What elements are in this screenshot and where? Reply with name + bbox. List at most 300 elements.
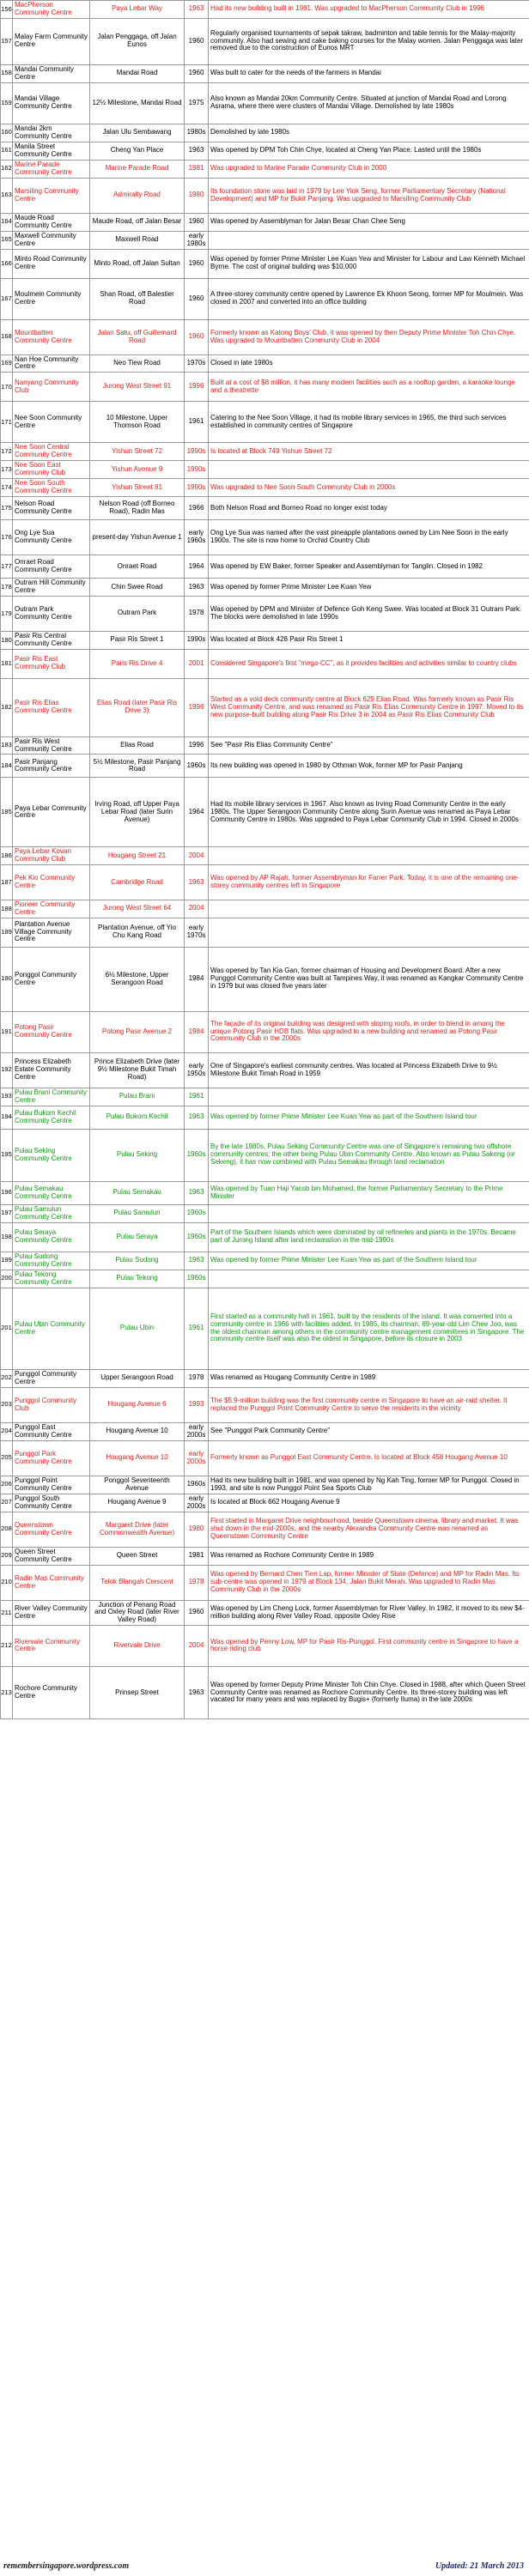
row-number: 162: [1, 160, 13, 178]
centre-location: Maude Road, off Jalan Besar: [90, 213, 185, 231]
table-row: [1, 18, 529, 64]
centre-location: Pulau Samulun: [90, 1204, 185, 1222]
centre-name: Moulmein Community Centre: [13, 278, 90, 319]
remarks: [209, 461, 529, 479]
centre-location: Pulau Semakau: [90, 1181, 185, 1204]
centre-location: Upper Serangoon Road: [90, 1369, 185, 1387]
row-number: 169: [1, 355, 13, 373]
centre-name: Paya Lebar Community Centre: [13, 778, 90, 847]
centre-location: Pasir Ris Street 1: [90, 631, 185, 649]
row-number: 180: [1, 631, 13, 649]
remarks: Its foundation stone was laid in 1979 by Lee Yiok Seng, former Parliamentary Secretary (National Development) and MP for Bukit Panjang. Was upgraded to Marsiling Community Club: [209, 178, 529, 213]
table-row: [1, 1052, 529, 1088]
table-row: [1, 1369, 529, 1387]
remarks: By the late 1980s, Pulau Seking Community Centre was one of Singapore's remaining two offshore community centres; the other being Pulau Ubin Community Centre. Also known as Pulau Sakeng (or Sekeng), it has now combined with Pulau Semakau through land reclamation: [209, 1129, 529, 1181]
remarks: Considered Singapore's first "mega-CC", as it provides facilities and activities similar to country clubs: [209, 649, 529, 678]
centre-location: Pulau Bukom Kechil: [90, 1106, 185, 1129]
year-opened: 1975: [185, 82, 209, 124]
table-row: [1, 497, 529, 520]
centre-location: Margaret Drive (later Commonwealth Avenue): [90, 1512, 185, 1547]
remarks: Both Nelson Road and Borneo Road no longer exist today: [209, 497, 529, 520]
centre-location: Jalan Ulu Sembawang: [90, 124, 185, 142]
centre-location: Neo Tiew Road: [90, 355, 185, 373]
centre-location: Onraet Road: [90, 555, 185, 579]
centre-location: Hougang Avenue 9: [90, 1494, 185, 1512]
row-number: 200: [1, 1270, 13, 1288]
row-number: 189: [1, 918, 13, 947]
row-number: 211: [1, 1600, 13, 1625]
table-row: [1, 1476, 529, 1494]
centre-location: Minto Road, off Jalan Sultan: [90, 249, 185, 278]
table-row: [1, 213, 529, 231]
remarks: Also known as Mandai 20km Community Centre. Situated at junction of Mandai Road and Lorong Asrama, where there were clusters of Mandai Village. Demolished by late 1980s: [209, 82, 529, 124]
year-opened: 1981: [185, 1547, 209, 1565]
remarks: Was upgraded to Nee Soon South Community Club in 2000s: [209, 479, 529, 497]
row-number: 187: [1, 864, 13, 900]
remarks: Was opened by Lim Cheng Lock, former Assemblyman for River Valley. In 1982, it moved to its new $4-million building along River Valley Road, opposite Oxley Rise: [209, 1600, 529, 1625]
table-row: [1, 1129, 529, 1181]
centre-name: Pasir Panjang Community Centre: [13, 755, 90, 778]
centre-name: Pulau Ubin Community Centre: [13, 1288, 90, 1369]
table-row: [1, 778, 529, 847]
year-opened: 1960s: [185, 1129, 209, 1181]
centre-name: Rochore Community Centre: [13, 1666, 90, 1718]
remarks: Had its new building built in 1981, and was opened by Ng Kah Ting, former MP for Punggol. Closed in 1993, and site is now Punggol Point Sea Sports Club: [209, 1476, 529, 1494]
table-row: [1, 555, 529, 579]
centre-name: Paya Lebar Kovan Community Club: [13, 847, 90, 865]
centre-location: Nelson Road (off Borneo Road), Radin Mas: [90, 497, 185, 520]
row-number: 197: [1, 1204, 13, 1222]
centre-location: Shan Road, off Balestier Road: [90, 278, 185, 319]
centre-location: Prinsep Street: [90, 1666, 185, 1718]
table-row: [1, 1547, 529, 1565]
year-opened: 1996: [185, 373, 209, 402]
centre-name: Pasir Ris Central Community Centre: [13, 631, 90, 649]
year-opened: 1961: [185, 1288, 209, 1369]
centre-name: Punggol Community Centre: [13, 1369, 90, 1387]
table-row: [1, 160, 529, 178]
table-row: [1, 1666, 529, 1718]
centre-location: Ponggol Seventeenth Avenue: [90, 1476, 185, 1494]
centre-name: Pek Kio Community Centre: [13, 864, 90, 900]
year-opened: 1960: [185, 278, 209, 319]
year-opened: 1990s: [185, 461, 209, 479]
table-row: [1, 373, 529, 402]
row-number: 166: [1, 249, 13, 278]
row-number: 202: [1, 1369, 13, 1387]
remarks: Regularly organised tournaments of sepak takraw, badminton and table tennis for the Malay-majority community. Also had sewing and cake baking courses for the Malay women. Jalan Penggaga was later removed due to the construction of Eunos MRT: [209, 18, 529, 64]
centre-name: Pasir Ris East Community Club: [13, 649, 90, 678]
centre-name: Outram Hill Community Centre: [13, 579, 90, 597]
year-opened: 1963: [185, 1252, 209, 1270]
table-row: [1, 579, 529, 597]
table-row: [1, 1270, 529, 1288]
centre-name: Nee Soon Community Centre: [13, 402, 90, 443]
remarks: [209, 900, 529, 918]
centre-name: Ong Lye Sua Community Centre: [13, 520, 90, 555]
centre-name: Mandai 2km Community Centre: [13, 124, 90, 142]
centre-location: Jurong West Street 64: [90, 900, 185, 918]
table-row: [1, 1181, 529, 1204]
year-opened: 1984: [185, 947, 209, 1011]
centre-name: Pulau Semakau Community Centre: [13, 1181, 90, 1204]
table-row: [1, 319, 529, 355]
remarks: Part of the Southern Islands which were dominated by oil refineries and plants in the 1970s. Became part of Jurong Island after land reclamation in the mid-1990s: [209, 1222, 529, 1252]
centre-location: Outram Park: [90, 596, 185, 631]
table-row: [1, 64, 529, 82]
table-row: [1, 1600, 529, 1625]
year-opened: 2004: [185, 900, 209, 918]
remarks: Formerly known as Punggol East Community Centre. Is located at Block 458 Hougang Avenue 10: [209, 1440, 529, 1476]
table-row: [1, 1, 529, 19]
centre-location: Yishun Street 72: [90, 443, 185, 461]
remarks: Catering to the Nee Soon Village, it had its mobile library services in 1965, the third such services established in community centres of Singapore: [209, 402, 529, 443]
centre-location: Hougang Avenue 6: [90, 1387, 185, 1422]
centre-location: Maxwell Road: [90, 231, 185, 249]
remarks: A three-storey community centre opened by Lawrence Ek Khoon Seong, former MP for Moulmein. Was closed in 2007 and converted into an office building: [209, 278, 529, 319]
remarks: Started as a void deck community centre at Block 629 Elias Road. Was formerly known as Pasir Ris West Community Centre, and was renamed as Pasir Ris Elias Community Centre in 1997. Moved to its new purpose-built building along Pasir Ris Drive 3 in 2004 as Pasir Ris Elias Community Club: [209, 678, 529, 736]
centre-name: Nelson Road Community Centre: [13, 497, 90, 520]
centre-location: Hougang Avenue 10: [90, 1422, 185, 1440]
remarks: Formerly known as Katong Boys' Club, it was opened by then Deputy Prime Minister Toh Chin Chye. Was upgraded to Mountbatten Community Club in 2004: [209, 319, 529, 355]
centre-location: Pulau Seraya: [90, 1222, 185, 1252]
row-number: 177: [1, 555, 13, 579]
centre-location: 5½ Milestone, Pasir Panjang Road: [90, 755, 185, 778]
year-opened: 2004: [185, 1625, 209, 1666]
centre-location: Pulau Tekong: [90, 1270, 185, 1288]
centre-location: Admiralty Road: [90, 178, 185, 213]
row-number: 171: [1, 402, 13, 443]
year-opened: 1961: [185, 1088, 209, 1106]
row-number: 190: [1, 947, 13, 1011]
remarks: Was opened by Assemblyman for Jalan Besar Chan Chee Seng: [209, 213, 529, 231]
row-number: 184: [1, 755, 13, 778]
year-opened: early 1980s: [185, 231, 209, 249]
remarks: See "Pasir Ris Elias Community Centre": [209, 736, 529, 755]
table-row: [1, 864, 529, 900]
row-number: 201: [1, 1288, 13, 1369]
table-row: [1, 631, 529, 649]
year-opened: early 1970s: [185, 918, 209, 947]
year-opened: 1960s: [185, 755, 209, 778]
centre-location: Paris Ris Drive 4: [90, 649, 185, 678]
row-number: 196: [1, 1181, 13, 1204]
row-number: 186: [1, 847, 13, 865]
table-row: [1, 755, 529, 778]
centre-location: Pulau Ubin: [90, 1288, 185, 1369]
remarks: Was opened by Bernard Chen Tien Lap, former Minister of State (Defence) and MP for Radin Mas. Its sub-centre was opened in 1979 at Block 134, Jalan Bukit Merah. Was upgraded to Radin Mas Community Club in the 2000s: [209, 1565, 529, 1600]
centre-name: Maude Road Community Centre: [13, 213, 90, 231]
table-row: [1, 178, 529, 213]
centre-name: Maxwell Community Centre: [13, 231, 90, 249]
row-number: 165: [1, 231, 13, 249]
centre-location: Junction of Penang Road and Oxley Road (later River Valley Road): [90, 1600, 185, 1625]
table-row: [1, 249, 529, 278]
row-number: 188: [1, 900, 13, 918]
year-opened: early 2000s: [185, 1440, 209, 1476]
footer: [0, 2556, 529, 2576]
centre-name: Punggol South Community Centre: [13, 1494, 90, 1512]
remarks: Was renamed as Hougang Community Centre in 1989: [209, 1369, 529, 1387]
year-opened: 1980s: [185, 124, 209, 142]
centre-location: Elias Road: [90, 736, 185, 755]
year-opened: 1996: [185, 678, 209, 736]
centre-name: Manila Street Community Centre: [13, 142, 90, 160]
centre-location: Telok Blangah Crescent: [90, 1565, 185, 1600]
centre-location: Elias Road (later Pasir Ris Drive 3): [90, 678, 185, 736]
centre-location: Pulau Brani: [90, 1088, 185, 1106]
year-opened: 1996: [185, 736, 209, 755]
remarks: [209, 847, 529, 865]
table-row: [1, 918, 529, 947]
year-opened: 1960: [185, 319, 209, 355]
year-opened: 1978: [185, 1565, 209, 1600]
row-number: 204: [1, 1422, 13, 1440]
year-opened: 1984: [185, 1011, 209, 1052]
centre-name: Punggol Park Community Centre: [13, 1440, 90, 1476]
year-opened: 2004: [185, 847, 209, 865]
year-opened: 1960: [185, 64, 209, 82]
centre-name: Nan Hoe Community Centre: [13, 355, 90, 373]
remarks: Was opened by AP Rajah, former Assemblyman for Farrer Park. Today, it is one of the remaining one-storey community centres left in Singapore: [209, 864, 529, 900]
row-number: 174: [1, 479, 13, 497]
remarks: Was opened by DPM Toh Chin Chye, located at Cheng Yan Place. Lasted until the 1980s: [209, 142, 529, 160]
table-row: [1, 847, 529, 865]
remarks: Was upgraded to Marine Parade Community Club in 2000: [209, 160, 529, 178]
site-url: remembersingapore.wordpress.com: [3, 2561, 130, 2571]
remarks: The $5.9-million building was the first community centre in Singapore to have an air-raid shelter. It replaced the Punggol Point Community Centre to serve the residents in the vicinity: [209, 1387, 529, 1422]
centre-location: Mandai Road: [90, 64, 185, 82]
remarks: Demolished by late 1980s: [209, 124, 529, 142]
table-row: [1, 736, 529, 755]
year-opened: 1990s: [185, 631, 209, 649]
remarks: See "Punggol Park Community Centre": [209, 1422, 529, 1440]
centre-name: Nee Soon East Community Club: [13, 461, 90, 479]
year-opened: 1978: [185, 1369, 209, 1387]
table-row: [1, 1440, 529, 1476]
centre-location: 10 Milestone, Upper Thomson Road: [90, 402, 185, 443]
centre-location: Marine Parade Road: [90, 160, 185, 178]
row-number: 208: [1, 1512, 13, 1547]
row-number: 170: [1, 373, 13, 402]
table-row: [1, 678, 529, 736]
centre-name: Pulau Bukom Kechil Community Centre: [13, 1106, 90, 1129]
centre-name: Nanyang Community Club: [13, 373, 90, 402]
year-opened: 1993: [185, 1387, 209, 1422]
row-number: 163: [1, 178, 13, 213]
centre-name: Radin Mas Community Centre: [13, 1565, 90, 1600]
centre-location: Pulau Seking: [90, 1129, 185, 1181]
table-row: [1, 1512, 529, 1547]
year-opened: early 1950s: [185, 1052, 209, 1088]
centre-name: River Valley Community Centre: [13, 1600, 90, 1625]
year-opened: 1963: [185, 579, 209, 597]
centre-name: Pulau Tekong Community Centre: [13, 1270, 90, 1288]
centre-name: Punggol Community Club: [13, 1387, 90, 1422]
remarks: Was opened by DPM and Minister of Defence Goh Keng Swee. Was located at Block 31 Outram Park. The blocks were demolished in late 1990s: [209, 596, 529, 631]
centre-location: Hougang Street 21: [90, 847, 185, 865]
remarks: Was located at Block 428 Pasir Ris Street 1: [209, 631, 529, 649]
row-number: 210: [1, 1565, 13, 1600]
centre-location: 12½ Milestone, Mandai Road: [90, 82, 185, 124]
centre-name: Punggol East Community Centre: [13, 1422, 90, 1440]
remarks: Was opened by former Prime Minister Lee Kuan Yew as part of the Southern Island tour: [209, 1106, 529, 1129]
year-opened: 1981: [185, 160, 209, 178]
year-opened: 1960: [185, 213, 209, 231]
centre-name: Pioneer Community Centre: [13, 900, 90, 918]
centre-location: Potong Pasir Avenue 2: [90, 1011, 185, 1052]
table-row: [1, 443, 529, 461]
row-number: 192: [1, 1052, 13, 1088]
row-number: 160: [1, 124, 13, 142]
year-opened: 1960: [185, 249, 209, 278]
remarks: Had its new building built in 1981. Was upgraded to MacPherson Community Club in 1996: [209, 1, 529, 19]
year-opened: 1990s: [185, 443, 209, 461]
table-row: [1, 479, 529, 497]
year-opened: 1960s: [185, 1204, 209, 1222]
year-opened: early 1960s: [185, 520, 209, 555]
table-row: [1, 1422, 529, 1440]
row-number: 206: [1, 1476, 13, 1494]
row-number: 205: [1, 1440, 13, 1476]
year-opened: 1980: [185, 1512, 209, 1547]
table-row: [1, 1565, 529, 1600]
remarks: One of Singapore's earliest community centres. Was located at Princess Elizabeth Drive to 9½ Milestone Bukit Timah Road in 1959: [209, 1052, 529, 1088]
year-opened: 1980: [185, 178, 209, 213]
table-row: [1, 1204, 529, 1222]
row-number: 198: [1, 1222, 13, 1252]
centre-name: MacPherson Community Centre: [13, 1, 90, 19]
table-row: [1, 1387, 529, 1422]
centre-name: Rivervale Community Centre: [13, 1625, 90, 1666]
table-row: [1, 900, 529, 918]
table-row: [1, 278, 529, 319]
table-row: [1, 1494, 529, 1512]
remarks: Was opened by former Prime Minister Lee Kuan Yew and Minister for Labour and Law Kenneth Michael Byrne. The cost of original building was $10,000: [209, 249, 529, 278]
centre-name: Onraet Road Community Centre: [13, 555, 90, 579]
centre-location: Irving Road, off Upper Paya Lebar Road (later Surin Avenue): [90, 778, 185, 847]
remarks: Was renamed as Rochore Community Centre in 1989: [209, 1547, 529, 1565]
row-number: 193: [1, 1088, 13, 1106]
row-number: 167: [1, 278, 13, 319]
year-opened: 1964: [185, 778, 209, 847]
year-opened: 1963: [185, 1, 209, 19]
remarks: Was opened by former Prime Minister Lee Kuan Yew as part of the Southern Island tour: [209, 1252, 529, 1270]
centre-location: 6½ Milestone, Upper Serangoon Road: [90, 947, 185, 1011]
row-number: 185: [1, 778, 13, 847]
row-number: 181: [1, 649, 13, 678]
remarks: Ong Lye Sua was named after the vast pineapple plantations owned by Lim Nee Soon in the early 1900s. The site is now home to Orchid Country Club: [209, 520, 529, 555]
remarks: [209, 1204, 529, 1222]
year-opened: 1964: [185, 555, 209, 579]
year-opened: 1960s: [185, 1270, 209, 1288]
remarks: Had its mobile library services in 1967. Also known as Irving Road Community Centre in the early 1980s. The Upper Serangoon Community Centre along Surin Avenue was renamed as Paya Lebar Community Centre in 1980s. Was upgraded to Paya Lebar Community Club in 1994. Closed in 2000s: [209, 778, 529, 847]
remarks: Was opened by Penny Low, MP for Pasir Ris-Punggol. First community centre in Singapore to have a horse riding club: [209, 1625, 529, 1666]
year-opened: 1963: [185, 1106, 209, 1129]
centre-name: Pulau Seking Community Centre: [13, 1129, 90, 1181]
year-opened: early 2000s: [185, 1494, 209, 1512]
centre-name: Outram Park Community Centre: [13, 596, 90, 631]
row-number: 158: [1, 64, 13, 82]
row-number: 172: [1, 443, 13, 461]
centre-location: Hougang Avenue 10: [90, 1440, 185, 1476]
table-row: [1, 231, 529, 249]
table-row: [1, 649, 529, 678]
row-number: 179: [1, 596, 13, 631]
remarks: Was opened by EW Baker, former Speaker and Assemblyman for Tanglin. Closed in 1982: [209, 555, 529, 579]
centre-location: Plantation Avenue, off Yio Chu Kang Road: [90, 918, 185, 947]
year-opened: 2001: [185, 649, 209, 678]
table-row: [1, 1011, 529, 1052]
centre-name: Nee Soon South Community Centre: [13, 479, 90, 497]
centre-name: Mountbatten Community Centre: [13, 319, 90, 355]
table-row: [1, 124, 529, 142]
table-row: [1, 82, 529, 124]
centre-name: Marine Parade Community Centre: [13, 160, 90, 178]
centre-name: Nee Soon Central Community Centre: [13, 443, 90, 461]
year-opened: 1990s: [185, 479, 209, 497]
table-row: [1, 947, 529, 1011]
centre-location: Jurong West Street 91: [90, 373, 185, 402]
remarks: Built at a cost of $8 million, it has many modern facilities such as a rooftop garden, a karaoke lounge and a theatrette: [209, 373, 529, 402]
centre-name: Queenstown Community Centre: [13, 1512, 90, 1547]
year-opened: 1960: [185, 1600, 209, 1625]
centre-name: Pulau Brani Community Centre: [13, 1088, 90, 1106]
centre-name: Princess Elizabeth Estate Community Centre: [13, 1052, 90, 1088]
year-opened: 1963: [185, 142, 209, 160]
centre-location: Pulau Sudong: [90, 1252, 185, 1270]
centre-location: present-day Yishun Avenue 1: [90, 520, 185, 555]
year-opened: 1960s: [185, 1476, 209, 1494]
remarks: [209, 918, 529, 947]
year-opened: 1963: [185, 1666, 209, 1718]
year-opened: 1960: [185, 18, 209, 64]
centre-name: Queen Street Community Centre: [13, 1547, 90, 1565]
centre-name: Pasir Ris Elias Community Centre: [13, 678, 90, 736]
remarks: Was opened by Tuan Haji Yacob bin Mohamed, the former Parliamentary Secretary to the Prime Minister: [209, 1181, 529, 1204]
row-number: 182: [1, 678, 13, 736]
row-number: 207: [1, 1494, 13, 1512]
table-row: [1, 142, 529, 160]
centre-name: Pasir Ris West Community Centre: [13, 736, 90, 755]
centre-location: Yishun Avenue 9: [90, 461, 185, 479]
centre-location: Rivervale Drive: [90, 1625, 185, 1666]
table-row: [1, 1288, 529, 1369]
row-number: 168: [1, 319, 13, 355]
remarks: Was opened by former Deputy Prime Minister Toh Chin Chye. Closed in 1988, after which Queen Street Community Centre was renamed as Rochore Community Centre. Its three-storey building was left vacated for many years and was replaced by Bugis+ (formerly Iluma) in the late 2000s: [209, 1666, 529, 1718]
centre-name: Plantation Avenue Village Community Centre: [13, 918, 90, 947]
table-row: [1, 596, 529, 631]
remarks: Was opened by former Prime Minister Lee Kuan Yew: [209, 579, 529, 597]
row-number: 175: [1, 497, 13, 520]
table-row: [1, 1222, 529, 1252]
centre-name: Mandai Village Community Centre: [13, 82, 90, 124]
row-number: 191: [1, 1011, 13, 1052]
centre-location: Chin Swee Road: [90, 579, 185, 597]
centre-location: Cambridge Road: [90, 864, 185, 900]
centre-name: Punggol Point Community Centre: [13, 1476, 90, 1494]
centre-name: Pulau Seraya Community Centre: [13, 1222, 90, 1252]
table-row: [1, 402, 529, 443]
row-number: 178: [1, 579, 13, 597]
row-number: 164: [1, 213, 13, 231]
table-row: [1, 520, 529, 555]
row-number: 173: [1, 461, 13, 479]
remarks: [209, 231, 529, 249]
year-opened: early 2000s: [185, 1422, 209, 1440]
row-number: 176: [1, 520, 13, 555]
row-number: 156: [1, 1, 13, 19]
